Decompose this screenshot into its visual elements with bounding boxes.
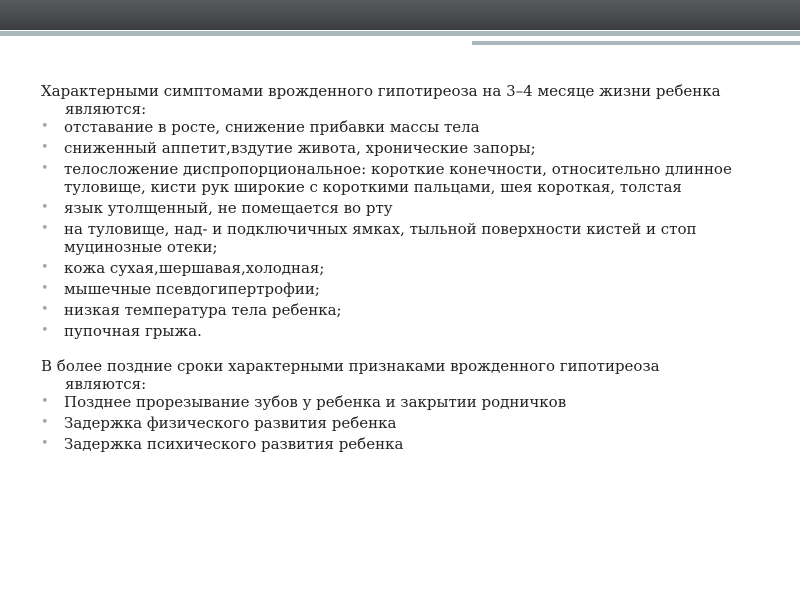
list-item: • сниженный аппетит,вздутие живота, хронические запоры;	[41, 139, 536, 157]
bullet-icon: •	[41, 415, 49, 430]
bullet-icon: •	[41, 140, 49, 155]
list-item: • на туловище, над- и подключичных ямках, тыльной поверхности кистей и стоп муцинозные отеки;	[41, 220, 697, 256]
list-item: • Задержка физического развития ребенка	[41, 414, 397, 432]
list-item: • пупочная грыжа.	[41, 322, 202, 340]
list-item: • отставание в росте, снижение прибавки массы тела	[41, 118, 480, 136]
header-band	[0, 0, 800, 30]
bullet-icon: •	[41, 200, 49, 215]
bullet-icon: •	[41, 394, 49, 409]
bullet-icon: •	[41, 119, 49, 134]
bullet-icon: •	[41, 302, 49, 317]
list-item: • Задержка психического развития ребенка	[41, 435, 404, 453]
bullet-icon: •	[41, 436, 49, 451]
bullet-icon: •	[41, 281, 49, 296]
list-item: • Позднее прорезывание зубов у ребенка и закрытии родничков	[41, 393, 567, 411]
section2-list	[41, 393, 741, 453]
section1-intro: Характерными симптомами врожденного гипотиреоза на 3–4 месяце жизни ребенка являются:	[41, 82, 721, 118]
bullet-icon: •	[41, 323, 49, 338]
section-gap	[41, 343, 741, 357]
list-item: • низкая температура тела ребенка;	[41, 301, 342, 319]
slide-content	[41, 82, 741, 456]
list-item: • телосложение диспропорциональное: короткие конечности, относительно длинное туловище, кисти рук широкие с короткими пальцами, шея короткая, толстая	[41, 160, 732, 196]
list-item: • кожа сухая,шершавая,холодная;	[41, 259, 325, 277]
bullet-icon: •	[41, 161, 49, 176]
accent-line-top	[0, 31, 800, 36]
list-item: • мышечные псевдогипертрофии;	[41, 280, 320, 298]
bullet-icon: •	[41, 260, 49, 275]
section1-list	[41, 118, 741, 340]
section2-intro: В более поздние сроки характерными признаками врожденного гипотиреоза являются:	[41, 357, 660, 393]
bullet-icon: •	[41, 221, 49, 236]
accent-line-right	[472, 41, 800, 45]
list-item: • язык утолщенный, не помещается во рту	[41, 199, 393, 217]
